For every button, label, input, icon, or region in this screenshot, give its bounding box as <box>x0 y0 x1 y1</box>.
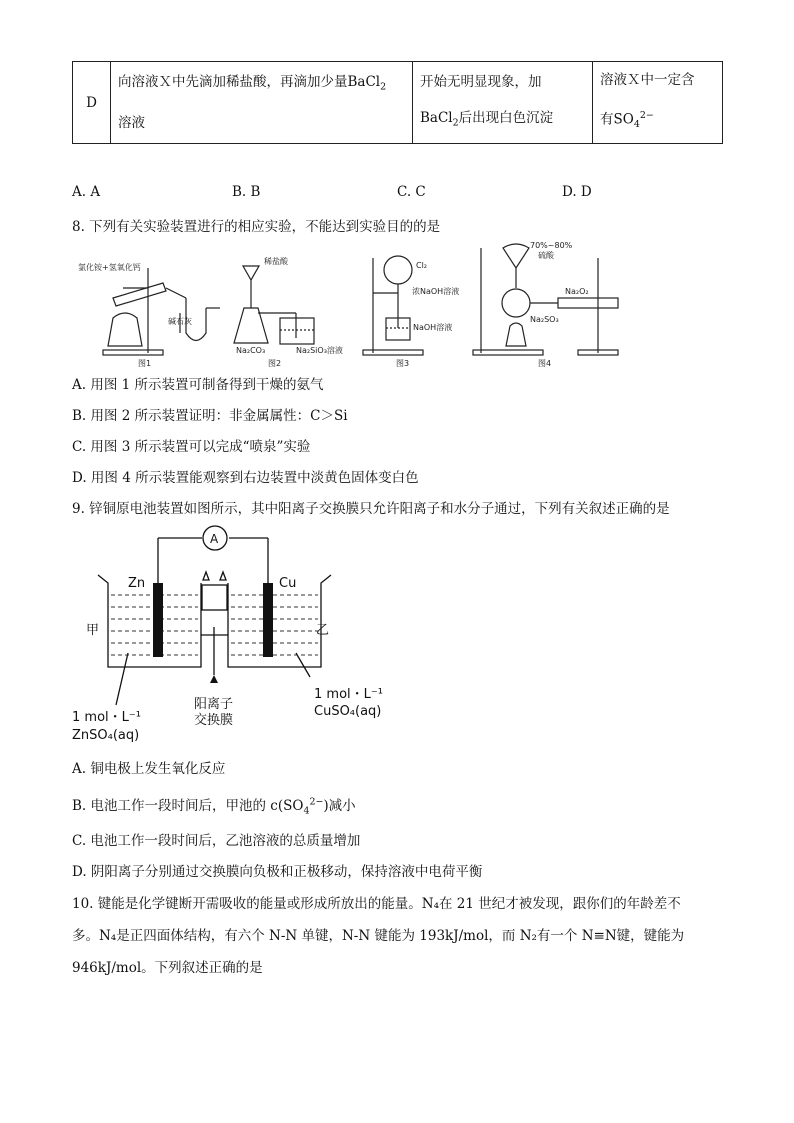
option-c[interactable]: C. C <box>397 184 426 200</box>
membrane-label-1: 阳离子 <box>194 697 234 712</box>
option-a[interactable]: A. A <box>72 184 101 200</box>
fig2-caption: 图2 <box>268 359 282 368</box>
left-pool-label: 甲 <box>86 623 100 638</box>
cu-label: Cu <box>279 576 297 591</box>
q9-galvanic-cell-figure <box>66 525 406 750</box>
fig4-na2so3-label: Na₂SO₃ <box>530 315 559 324</box>
q7-options <box>72 184 722 202</box>
zn-label: Zn <box>128 576 146 591</box>
fig3-cl2-label: Cl₂ <box>416 261 428 270</box>
q8-option-a[interactable]: A. 用图 1 所示装置可制备得到干燥的氨气 <box>72 377 324 393</box>
fig1-lime-label: 碱石灰 <box>168 317 192 326</box>
fig4-acid-label-1: 70%~80% <box>530 241 573 250</box>
fig3-naoh-label: NaOH溶液 <box>413 323 453 332</box>
q10-stem-line-1: 10. 键能是化学键断开需吸收的能量或形成所放出的能量。N₄在 21 世纪才被发现，跟你们的年龄差不 <box>72 896 681 912</box>
left-solution: ZnSO₄(aq) <box>72 728 140 743</box>
ammeter-label: A <box>210 532 219 546</box>
fig3-conc-naoh-label: 浓NaOH溶液 <box>412 287 460 296</box>
q8-apparatus-figures <box>68 238 628 368</box>
cu-electrode <box>263 583 273 657</box>
right-solution: CuSO₄(aq) <box>314 704 382 719</box>
fig2-na2co3-label: Na₂CO₃ <box>236 346 266 355</box>
q9-option-d[interactable]: D. 阴阳离子分别通过交换膜向负极和正极移动，保持溶液中电荷平衡 <box>72 864 483 880</box>
membrane-label-2: 交换膜 <box>194 713 234 728</box>
q10-stem-line-2: 多。N₄是正四面体结构，有六个 N-N 单键，N-N 键能为 193kJ/mol，而 N₂有一个 N≡N键，键能为 <box>72 928 685 944</box>
q8-stem: 8. 下列有关实验装置进行的相应实验，不能达到实验目的的是 <box>72 219 441 235</box>
table-row <box>73 62 723 144</box>
option-label-cell: D <box>73 62 111 144</box>
fig4-acid-label-2: 硫酸 <box>538 251 554 260</box>
q9-stem: 9. 锌铜原电池装置如图所示，其中阳离子交换膜只允许阳离子和水分子通过，下列有关叙述正确的是 <box>72 501 670 517</box>
fig2-na2sio3-label: Na₂SiO₃溶液 <box>296 346 343 355</box>
fig2-acid-label: 稀盐酸 <box>264 257 288 266</box>
fig4-caption: 图4 <box>538 359 552 368</box>
option-d[interactable]: D. D <box>562 184 592 200</box>
phenomenon-cell: 开始无明显现象，加 BaCl$_2$后出现白色沉淀 <box>413 62 593 144</box>
q10-stem-line-3: 946kJ/mol。下列叙述正确的是 <box>72 960 263 976</box>
fig3-caption: 图3 <box>396 359 410 368</box>
right-pool-label: 乙 <box>316 623 330 638</box>
q8-option-d[interactable]: D. 用图 4 所示装置能观察到右边装置中淡黄色固体变白色 <box>72 470 419 486</box>
fig1-reagent-label: 氯化铵+氢氧化钙 <box>78 263 141 272</box>
q7-answer-table <box>72 61 723 144</box>
q8-option-c[interactable]: C. 用图 3 所示装置可以完成“喷泉”实验 <box>72 439 311 455</box>
left-concentration: 1 mol・L⁻¹ <box>72 710 141 725</box>
conclusion-cell: 溶液Ｘ中一定含 有$SO_4^{2-}$ <box>593 62 723 144</box>
fig4-na2o2-label: Na₂O₂ <box>565 287 589 296</box>
zn-electrode <box>153 583 163 657</box>
fig1-caption: 图1 <box>138 359 152 368</box>
option-b[interactable]: B. B <box>232 184 261 200</box>
q9-option-b[interactable]: B. 电池工作一段时间后，甲池的 $c(SO_4^{2-})$减小 <box>72 796 356 817</box>
q9-option-a[interactable]: A. 铜电极上发生氧化反应 <box>72 761 226 777</box>
q8-option-b[interactable]: B. 用图 2 所示装置证明：非金属属性：C＞Si <box>72 408 348 424</box>
right-concentration: 1 mol・L⁻¹ <box>314 687 383 702</box>
q9-option-c[interactable]: C. 电池工作一段时间后，乙池溶液的总质量增加 <box>72 833 361 849</box>
operation-cell: 向溶液Ｘ中先滴加稀盐酸，再滴加少量BaCl$_2$ 溶液 <box>111 62 413 144</box>
